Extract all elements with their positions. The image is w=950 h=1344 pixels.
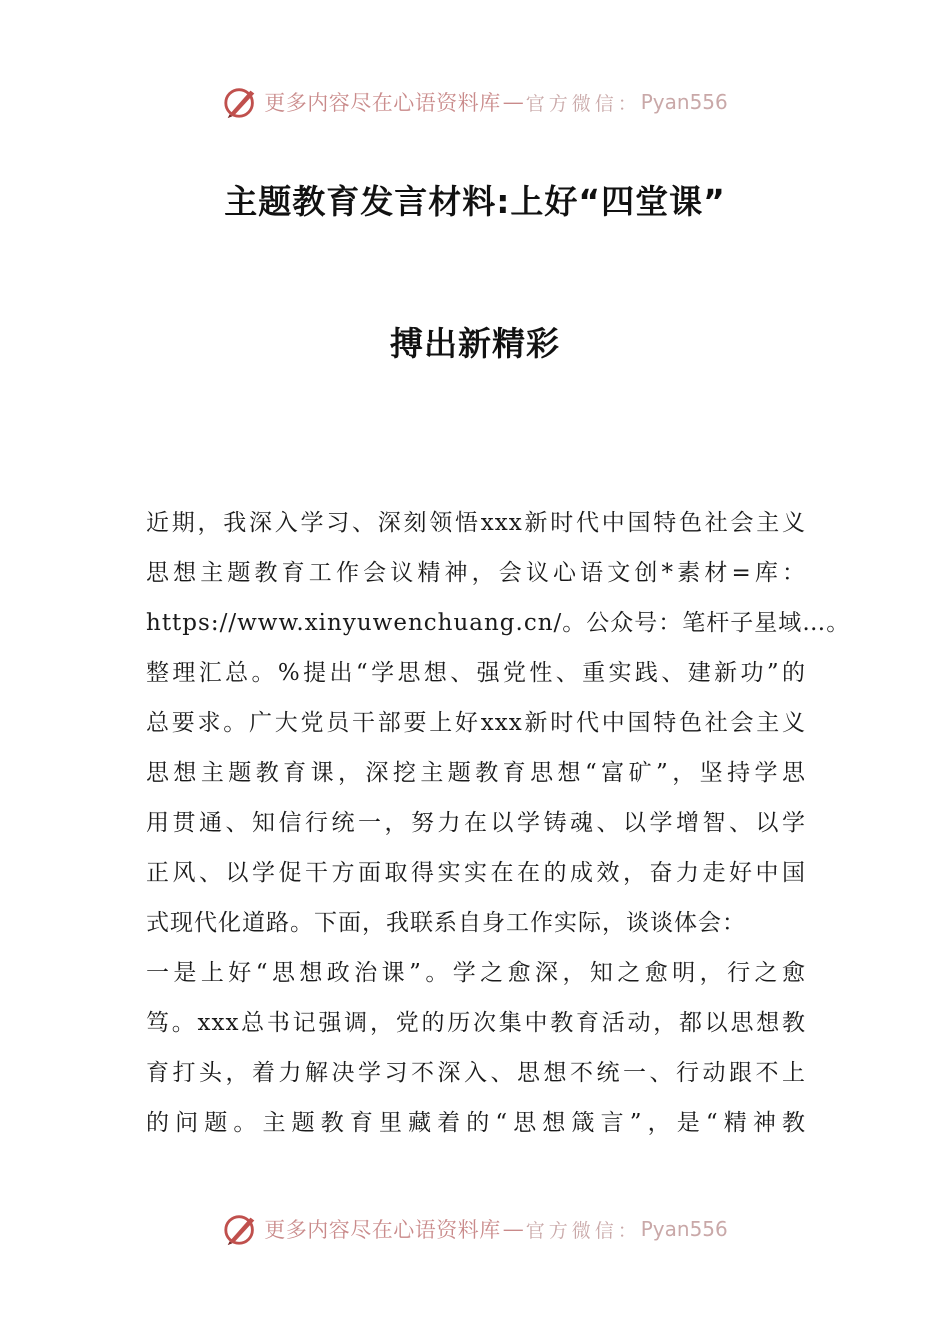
wechat-label: 官方微信： — [525, 92, 641, 115]
body-line: 用贯通、知信行统一，努力在以学铸魂、以学增智、以学 — [146, 810, 806, 836]
body-line: 一是上好“思想政治课”。学之愈深，知之愈明，行之愈 — [146, 960, 806, 986]
body-line: 式现代化道路。下面，我联系自身工作实际，谈谈体会： — [146, 910, 746, 936]
body-line: 的问题。主题教育里藏着的“思想箴言”，是“精神教 — [146, 1110, 806, 1136]
pen-logo-icon — [222, 1210, 260, 1248]
banner-text: 更多内容尽在心语资料库 — [264, 1218, 501, 1242]
wechat-id: Pyan556 — [640, 90, 728, 114]
body-line: 整理汇总。%提出“学思想、强党性、重实践、建新功”的 — [146, 660, 806, 686]
pen-logo-icon — [222, 83, 260, 121]
body-line: 思想主题教育课，深挖主题教育思想“富矿”，坚持学思 — [146, 760, 806, 786]
wechat-label: 官方微信： — [525, 1219, 641, 1242]
body-text — [146, 503, 851, 1153]
header-banner — [0, 80, 950, 124]
wechat-id: Pyan556 — [640, 1217, 728, 1241]
body-line: 总要求。广大党员干部要上好xxx新时代中国特色社会主义 — [146, 710, 806, 736]
banner-separator: — — [502, 90, 524, 114]
body-line: 近期，我深入学习、深刻领悟xxx新时代中国特色社会主义 — [146, 510, 806, 536]
body-line: 笃。xxx总书记强调，党的历次集中教育活动，都以思想教 — [146, 1010, 806, 1036]
banner-separator: — — [502, 1217, 524, 1241]
body-line: https://www.xinyuwenchuang.cn/。公众号：笔杆子星域…。 — [146, 610, 851, 636]
footer-banner — [0, 1207, 950, 1251]
body-line: 正风、以学促干方面取得实实在在的成效，奋力走好中国 — [146, 860, 806, 886]
body-line: 育打头，着力解决学习不深入、思想不统一、行动跟不上 — [146, 1060, 806, 1086]
document-title-line2: 搏出新精彩 — [390, 324, 560, 363]
document-title-line1: 主题教育发言材料:上好“四堂课” — [224, 182, 726, 221]
banner-text: 更多内容尽在心语资料库 — [264, 91, 501, 115]
body-line: 思想主题教育工作会议精神，会议心语文创*素材=库： — [146, 560, 806, 586]
